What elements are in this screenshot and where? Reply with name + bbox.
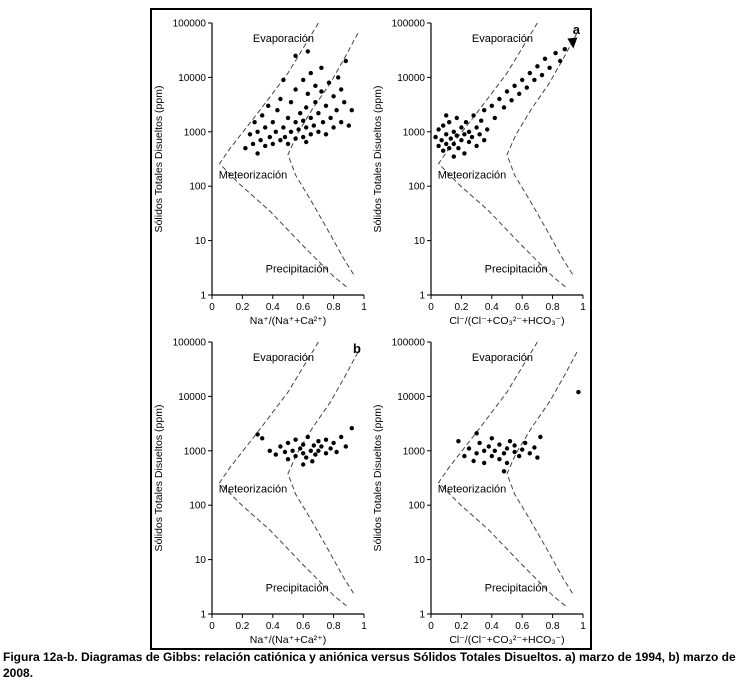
panel-grid bbox=[152, 10, 590, 648]
svg-text:0.4: 0.4 bbox=[265, 621, 280, 632]
svg-text:1: 1 bbox=[419, 290, 425, 302]
svg-text:0.6: 0.6 bbox=[515, 302, 530, 313]
svg-text:0: 0 bbox=[428, 302, 434, 313]
svg-text:Sólidos Totales Disueltos (ppm: Sólidos Totales Disueltos (ppm) bbox=[372, 85, 384, 233]
svg-text:0.8: 0.8 bbox=[545, 302, 560, 313]
svg-text:100: 100 bbox=[189, 181, 206, 193]
svg-text:100000: 100000 bbox=[391, 337, 425, 349]
svg-text:Na⁺/(Na⁺+Ca²⁺): Na⁺/(Na⁺+Ca²⁺) bbox=[249, 315, 327, 327]
svg-text:Sólidos Totales Disueltos (ppm: Sólidos Totales Disueltos (ppm) bbox=[153, 85, 165, 233]
svg-text:1: 1 bbox=[200, 290, 206, 302]
svg-text:Precipitación: Precipitación bbox=[484, 263, 548, 276]
svg-text:Precipitación: Precipitación bbox=[265, 582, 329, 595]
svg-text:Evaporación: Evaporación bbox=[252, 32, 315, 45]
svg-text:Cl⁻/(Cl⁻+CO₃²⁻+HCO₃⁻): Cl⁻/(Cl⁻+CO₃²⁻+HCO₃⁻) bbox=[449, 315, 565, 327]
svg-text:Precipitación: Precipitación bbox=[265, 263, 329, 276]
svg-text:Evaporación: Evaporación bbox=[471, 351, 534, 364]
svg-text:0.8: 0.8 bbox=[326, 621, 341, 632]
svg-text:10000: 10000 bbox=[397, 391, 425, 403]
svg-text:0.6: 0.6 bbox=[515, 621, 530, 632]
svg-text:Precipitación: Precipitación bbox=[484, 582, 548, 595]
gibbs-panel-1994-cation bbox=[152, 10, 371, 329]
svg-text:1000: 1000 bbox=[183, 127, 206, 139]
svg-text:1000: 1000 bbox=[183, 446, 206, 458]
gibbs-panel-2008-anion bbox=[371, 329, 590, 648]
svg-text:Meteorización: Meteorización bbox=[218, 483, 288, 496]
svg-text:10: 10 bbox=[413, 555, 425, 567]
svg-text:0.4: 0.4 bbox=[484, 302, 499, 313]
svg-text:0: 0 bbox=[209, 302, 215, 313]
svg-text:Meteorización: Meteorización bbox=[437, 483, 507, 496]
svg-text:100000: 100000 bbox=[391, 18, 425, 30]
svg-text:0.2: 0.2 bbox=[235, 302, 250, 313]
svg-text:1000: 1000 bbox=[402, 127, 425, 139]
svg-text:Meteorización: Meteorización bbox=[437, 169, 507, 182]
svg-text:1: 1 bbox=[580, 302, 586, 313]
svg-text:100000: 100000 bbox=[172, 337, 206, 349]
svg-text:1: 1 bbox=[361, 621, 367, 632]
svg-text:10000: 10000 bbox=[178, 391, 206, 403]
svg-text:10000: 10000 bbox=[397, 72, 425, 84]
svg-text:100: 100 bbox=[408, 500, 425, 512]
svg-text:1000: 1000 bbox=[402, 446, 425, 458]
svg-text:1: 1 bbox=[419, 609, 425, 621]
svg-text:0.6: 0.6 bbox=[296, 302, 311, 313]
gibbs-figure-box bbox=[150, 8, 592, 650]
svg-text:Na⁺/(Na⁺+Ca²⁺): Na⁺/(Na⁺+Ca²⁺) bbox=[249, 634, 327, 646]
svg-text:0.2: 0.2 bbox=[235, 621, 250, 632]
gibbs-panel-1994-anion bbox=[371, 10, 590, 329]
svg-text:100: 100 bbox=[408, 181, 425, 193]
svg-text:10000: 10000 bbox=[178, 72, 206, 84]
svg-text:Sólidos Totales Disueltos (ppm: Sólidos Totales Disueltos (ppm) bbox=[153, 404, 165, 552]
svg-text:Sólidos Totales Disueltos (ppm: Sólidos Totales Disueltos (ppm) bbox=[372, 404, 384, 552]
svg-text:0.8: 0.8 bbox=[326, 302, 341, 313]
svg-text:0.6: 0.6 bbox=[296, 621, 311, 632]
svg-text:0: 0 bbox=[209, 621, 215, 632]
svg-text:10: 10 bbox=[194, 555, 206, 567]
svg-text:0.8: 0.8 bbox=[545, 621, 560, 632]
svg-text:1: 1 bbox=[361, 302, 367, 313]
svg-text:0.4: 0.4 bbox=[265, 302, 280, 313]
svg-text:b: b bbox=[353, 341, 361, 356]
svg-text:0.2: 0.2 bbox=[454, 621, 469, 632]
svg-text:0.4: 0.4 bbox=[484, 621, 499, 632]
svg-text:1: 1 bbox=[200, 609, 206, 621]
svg-text:Cl⁻/(Cl⁻+CO₃²⁻+HCO₃⁻): Cl⁻/(Cl⁻+CO₃²⁻+HCO₃⁻) bbox=[449, 634, 565, 646]
svg-text:a: a bbox=[572, 22, 580, 37]
svg-text:1: 1 bbox=[580, 621, 586, 632]
svg-text:Evaporación: Evaporación bbox=[471, 32, 534, 45]
svg-text:100: 100 bbox=[189, 500, 206, 512]
svg-text:0: 0 bbox=[428, 621, 434, 632]
svg-text:10: 10 bbox=[413, 236, 425, 248]
svg-text:100000: 100000 bbox=[172, 18, 206, 30]
svg-text:10: 10 bbox=[194, 236, 206, 248]
svg-text:Evaporación: Evaporación bbox=[252, 351, 315, 364]
svg-text:Meteorización: Meteorización bbox=[218, 169, 288, 182]
gibbs-panel-2008-cation bbox=[152, 329, 371, 648]
svg-text:0.2: 0.2 bbox=[454, 302, 469, 313]
figure-caption: Figura 12a-b. Diagramas de Gibbs: relación catiónica y aniónica versus Sólidos Totales Disueltos. a) marzo de 1994, b) marzo de 2008. bbox=[3, 650, 736, 680]
